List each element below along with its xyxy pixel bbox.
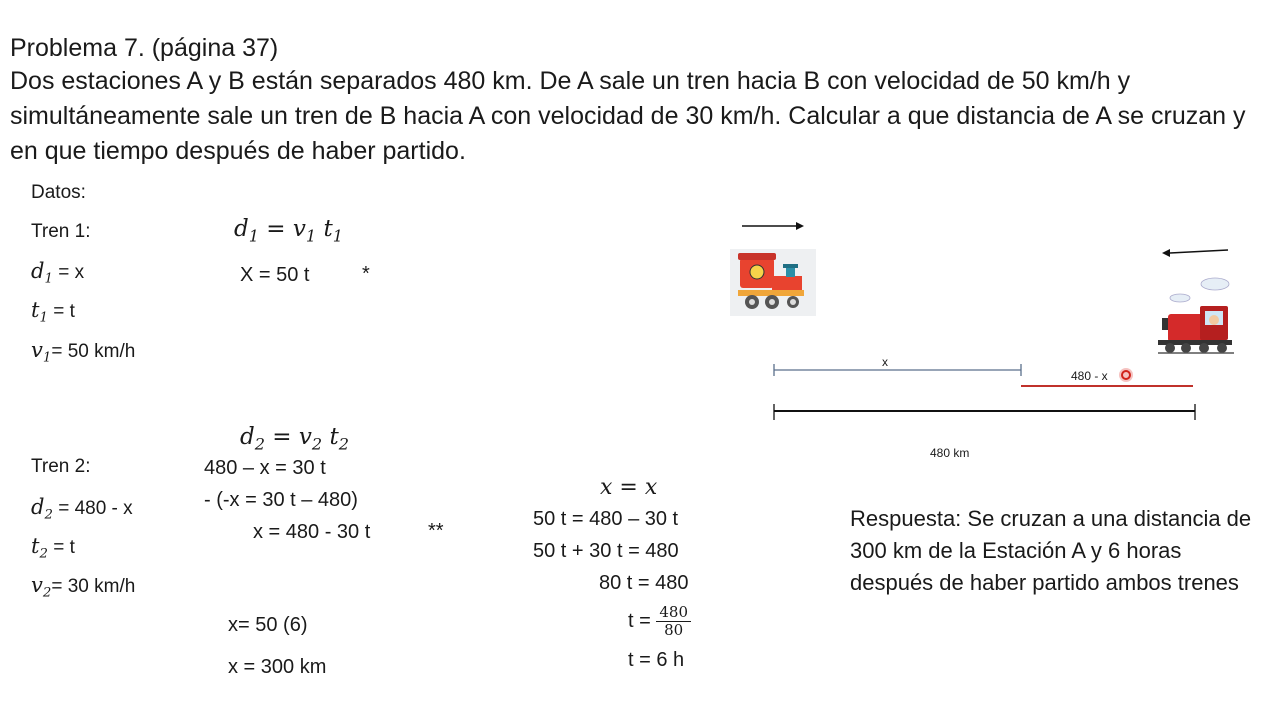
f1-v: v — [292, 216, 306, 242]
solve-t-prefix: t = — [628, 609, 651, 632]
segment-x — [774, 364, 1021, 376]
train-b-icon — [1158, 278, 1234, 353]
answer-text: Respuesta: Se cruzan a una distancia de 300 km de la Estación A y 6 horas después de haber partido ambos trenes — [850, 506, 1252, 595]
f2-t-sub: 2 — [338, 434, 349, 454]
problem-title: Problema 7. (página 37) — [10, 34, 279, 62]
solve-result: t = 6 h — [628, 649, 685, 671]
d1-value: = x — [52, 262, 85, 283]
f1-d: d — [234, 216, 249, 242]
eq2-mark: ** — [428, 520, 444, 542]
f1-d-sub: 1 — [248, 226, 259, 246]
v1-symbol: v — [31, 338, 43, 362]
subst-line2: x = 300 km — [228, 656, 327, 678]
solve-line3: 80 t = 480 — [599, 572, 689, 594]
eq1-line1: X = 50 t — [240, 264, 310, 286]
pointer-dot-icon — [1119, 368, 1133, 382]
t1-symbol: t — [31, 298, 40, 322]
d2-symbol: d — [31, 495, 45, 519]
solve-line2: 50 t + 30 t = 480 — [533, 540, 679, 562]
solve-line1: 50 t = 480 – 30 t — [533, 508, 679, 530]
segment-rest-label: 480 - x — [1071, 369, 1108, 383]
v2-symbol: v — [31, 573, 43, 597]
d2-sub: 2 — [44, 507, 53, 523]
train-a-icon — [730, 249, 816, 316]
f2-v-sub: 2 — [311, 434, 323, 454]
v1-value: = 50 km/h — [51, 341, 136, 362]
segment-total-label: 480 km — [930, 446, 970, 460]
t1-sub: 1 — [39, 310, 48, 326]
segment-x-label: x — [882, 355, 888, 369]
segment-total — [774, 404, 1195, 420]
eq2-line2: - (-x = 30 t – 480) — [204, 489, 358, 511]
arrow-right-icon — [742, 222, 804, 230]
t2-value: = t — [47, 537, 75, 558]
t2-sub: 2 — [39, 546, 48, 562]
t1-value: = t — [47, 301, 75, 322]
v2-sub: 2 — [42, 585, 52, 601]
t2-symbol: t — [31, 534, 40, 558]
d1-sub: 1 — [44, 271, 53, 287]
fraction-denominator: 80 — [664, 621, 684, 639]
datos-label: Datos: — [31, 182, 86, 203]
arrow-left-icon — [1162, 249, 1228, 257]
f1-t-sub: 1 — [332, 226, 343, 246]
f2-d: d — [240, 424, 255, 450]
d2-value: = 480 - x — [52, 498, 133, 519]
f1-v-sub: 1 — [305, 226, 317, 246]
subst-line1: x= 50 (6) — [228, 614, 308, 636]
f2-d-sub: 2 — [254, 434, 265, 454]
f2-v: v — [298, 424, 312, 450]
f2-t: t — [322, 424, 339, 450]
v2-value: = 30 km/h — [51, 576, 136, 597]
eq2-line3: x = 480 - 30 t — [253, 521, 371, 543]
f1-t: t — [316, 216, 333, 242]
train2-label: Tren 2: — [31, 456, 91, 477]
d1-symbol: d — [31, 259, 45, 283]
f2-eq: = — [264, 424, 299, 450]
f1-eq: = — [258, 216, 293, 242]
v1-sub: 1 — [42, 350, 52, 366]
solve-header: x = x — [600, 475, 658, 500]
problem-statement: Dos estaciones A y B están separados 480 km. De A sale un tren hacia B con velocidad de 50 km/h y simultáneamente sale un tren de B hacia A con velocidad de 30 km/h. Calcular a que distancia de A se cruzan y en que tiempo después de haber partido. — [10, 67, 1246, 165]
eq2-line1: 480 – x = 30 t — [204, 457, 326, 479]
fraction-numerator: 480 — [656, 604, 691, 622]
train1-label: Tren 1: — [31, 221, 91, 242]
eq1-mark: * — [362, 263, 370, 285]
